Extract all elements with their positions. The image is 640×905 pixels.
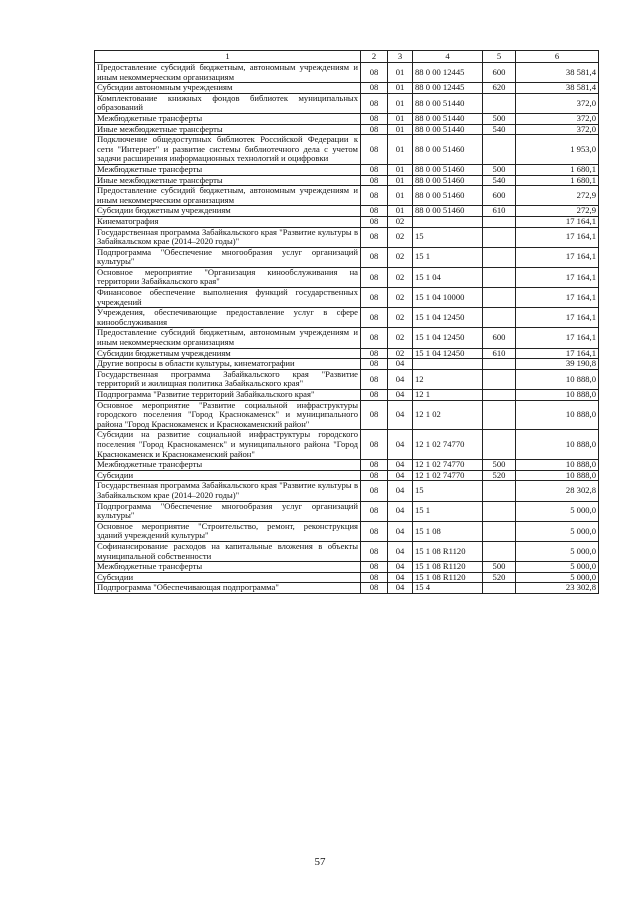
table-row [95,521,599,541]
row-expense-type: 520 [483,572,516,583]
row-amount: 272,9 [516,186,599,206]
table-row [95,501,599,521]
row-subsection: 01 [388,164,413,175]
row-target-article: 12 1 02 74770 [413,460,483,471]
row-name: Учреждения, обеспечивающие предоставление услуг в сфере кинообслуживания [95,308,361,328]
row-name: Подпрограмма "Обеспечивающая подпрограмма" [95,583,361,594]
row-amount: 1 680,1 [516,164,599,175]
table-row [95,216,599,227]
row-subsection: 02 [388,247,413,267]
row-section: 08 [361,583,388,594]
row-section: 08 [361,521,388,541]
row-expense-type [483,247,516,267]
row-expense-type: 600 [483,186,516,206]
row-target-article: 88 0 00 51460 [413,175,483,186]
table-row [95,63,599,83]
row-target-article: 15 [413,227,483,247]
col-header-expense-type: 5 [483,51,516,63]
row-subsection: 01 [388,186,413,206]
row-section: 08 [361,470,388,481]
row-name: Межбюджетные трансферты [95,562,361,573]
col-header-subsection: 3 [388,51,413,63]
row-target-article: 15 1 08 [413,521,483,541]
row-amount: 372,0 [516,124,599,135]
row-subsection: 02 [388,267,413,287]
row-subsection: 04 [388,470,413,481]
row-target-article: 88 0 00 12445 [413,83,483,94]
row-section: 08 [361,400,388,430]
row-subsection: 02 [388,216,413,227]
row-name: Подпрограмма "Обеспечение многообразия услуг организаций культуры" [95,247,361,267]
row-name: Иные межбюджетные трансферты [95,124,361,135]
row-target-article: 15 1 08 R1120 [413,572,483,583]
row-target-article: 15 1 [413,247,483,267]
row-amount: 17 164,1 [516,216,599,227]
table-row [95,583,599,594]
row-amount: 17 164,1 [516,308,599,328]
row-section: 08 [361,501,388,521]
row-target-article: 88 0 00 51460 [413,206,483,217]
row-amount: 38 581,4 [516,83,599,94]
row-target-article [413,216,483,227]
row-target-article: 12 1 [413,390,483,401]
row-section: 08 [361,93,388,113]
row-expense-type: 500 [483,562,516,573]
row-subsection: 04 [388,481,413,501]
row-target-article: 15 1 08 R1120 [413,562,483,573]
row-expense-type [483,583,516,594]
row-section: 08 [361,186,388,206]
row-section: 08 [361,227,388,247]
row-name: Межбюджетные трансферты [95,460,361,471]
row-expense-type: 500 [483,113,516,124]
col-header-amount: 6 [516,51,599,63]
row-name: Межбюджетные трансферты [95,113,361,124]
row-subsection: 02 [388,288,413,308]
row-expense-type [483,216,516,227]
row-amount: 5 000,0 [516,541,599,561]
row-section: 08 [361,460,388,471]
row-subsection: 04 [388,359,413,370]
row-expense-type: 600 [483,63,516,83]
row-amount: 17 164,1 [516,267,599,287]
row-subsection: 02 [388,348,413,359]
table-row [95,175,599,186]
row-name: Субсидии бюджетным учреждениям [95,206,361,217]
row-section: 08 [361,308,388,328]
row-section: 08 [361,113,388,124]
row-section: 08 [361,481,388,501]
row-subsection: 04 [388,583,413,594]
row-amount: 10 888,0 [516,470,599,481]
row-target-article: 15 1 08 R1120 [413,541,483,561]
row-section: 08 [361,164,388,175]
row-target-article: 15 1 04 12450 [413,328,483,348]
row-subsection: 02 [388,308,413,328]
row-subsection: 01 [388,135,413,165]
row-expense-type [483,227,516,247]
row-subsection: 01 [388,113,413,124]
row-subsection: 02 [388,227,413,247]
table-row [95,206,599,217]
table-row [95,390,599,401]
row-expense-type [483,501,516,521]
row-target-article: 15 1 04 12450 [413,348,483,359]
row-expense-type [483,521,516,541]
row-name: Государственная программа Забайкальского края "Развитие территорий и жилищная политика Забайкальского края" [95,369,361,389]
row-expense-type: 520 [483,470,516,481]
row-section: 08 [361,541,388,561]
row-name: Субсидии на развитие социальной инфраструктуры городского поселения "Город Краснокаменск" и муниципального района "Город Краснокаменск и Краснокаменский район" [95,430,361,460]
row-amount: 5 000,0 [516,572,599,583]
row-expense-type: 610 [483,206,516,217]
row-amount: 5 000,0 [516,521,599,541]
row-name: Основное мероприятие "Развитие социальной инфраструктуры городского поселения "Город Краснокаменск" и муниципального района "Город Краснокаменск и Краснокаменский район" [95,400,361,430]
row-subsection: 04 [388,460,413,471]
row-subsection: 01 [388,124,413,135]
row-name: Кинематография [95,216,361,227]
row-expense-type [483,430,516,460]
row-amount: 1 953,0 [516,135,599,165]
page-number: 57 [314,856,326,868]
row-expense-type [483,359,516,370]
row-target-article: 15 [413,481,483,501]
row-target-article: 15 1 [413,501,483,521]
row-section: 08 [361,430,388,460]
row-subsection: 01 [388,175,413,186]
table-row [95,267,599,287]
row-target-article: 88 0 00 12445 [413,63,483,83]
row-name: Субсидии автономным учреждениям [95,83,361,94]
row-subsection: 01 [388,93,413,113]
row-target-article: 15 4 [413,583,483,594]
row-target-article: 12 1 02 74770 [413,430,483,460]
table-row [95,288,599,308]
col-header-section: 2 [361,51,388,63]
row-expense-type [483,400,516,430]
row-name: Государственная программа Забайкальского края "Развитие культуры в Забайкальском крае (2014–2020 годы)" [95,481,361,501]
col-header-name: 1 [95,51,361,63]
row-subsection: 04 [388,572,413,583]
row-amount: 23 302,8 [516,583,599,594]
col-header-target-article: 4 [413,51,483,63]
row-name: Межбюджетные трансферты [95,164,361,175]
row-amount: 10 888,0 [516,400,599,430]
row-amount: 10 888,0 [516,430,599,460]
row-section: 08 [361,135,388,165]
row-subsection: 04 [388,562,413,573]
row-subsection: 04 [388,390,413,401]
row-expense-type [483,288,516,308]
row-subsection: 04 [388,501,413,521]
table-row [95,541,599,561]
row-target-article [413,359,483,370]
row-name: Иные межбюджетные трансферты [95,175,361,186]
table-row [95,93,599,113]
table-row [95,348,599,359]
table-row [95,430,599,460]
row-section: 08 [361,216,388,227]
row-name: Субсидии [95,470,361,481]
row-expense-type: 620 [483,83,516,94]
table-row [95,572,599,583]
row-name: Финансовое обеспечение выполнения функций государственных учреждений [95,288,361,308]
row-target-article: 15 1 04 10000 [413,288,483,308]
row-expense-type [483,308,516,328]
row-subsection: 01 [388,63,413,83]
row-name: Государственная программа Забайкальского края "Развитие культуры в Забайкальском крае (2014–2020 годы)" [95,227,361,247]
table-row [95,227,599,247]
row-target-article: 12 1 02 74770 [413,470,483,481]
row-section: 08 [361,288,388,308]
table-row [95,124,599,135]
row-subsection: 04 [388,369,413,389]
row-target-article: 88 0 00 51440 [413,93,483,113]
row-name: Подключение общедоступных библиотек Российской Федерации к сети "Интернет" и развитие системы библиотечного дела с учетом задачи расширения информационных технологий и оцифровки [95,135,361,165]
table-row [95,460,599,471]
row-target-article: 12 1 02 [413,400,483,430]
row-target-article: 88 0 00 51460 [413,135,483,165]
table-row [95,83,599,94]
row-expense-type [483,267,516,287]
row-section: 08 [361,562,388,573]
row-amount: 1 680,1 [516,175,599,186]
row-expense-type: 540 [483,124,516,135]
row-target-article: 12 [413,369,483,389]
row-section: 08 [361,359,388,370]
row-name: Предоставление субсидий бюджетным, автономным учреждениям и иным некоммерческим организациям [95,328,361,348]
table-row [95,247,599,267]
row-name: Субсидии бюджетным учреждениям [95,348,361,359]
row-section: 08 [361,206,388,217]
row-name: Подпрограмма "Развитие территорий Забайкальского края" [95,390,361,401]
row-expense-type: 540 [483,175,516,186]
table-row [95,359,599,370]
row-expense-type [483,390,516,401]
row-target-article: 88 0 00 51460 [413,164,483,175]
row-section: 08 [361,390,388,401]
row-expense-type [483,541,516,561]
row-section: 08 [361,247,388,267]
row-amount: 10 888,0 [516,390,599,401]
row-amount: 372,0 [516,93,599,113]
row-amount: 372,0 [516,113,599,124]
row-name: Предоставление субсидий бюджетным, автономным учреждениям и иным некоммерческим организациям [95,63,361,83]
row-target-article: 88 0 00 51460 [413,186,483,206]
row-amount: 5 000,0 [516,562,599,573]
row-section: 08 [361,63,388,83]
row-target-article: 88 0 00 51440 [413,113,483,124]
row-name: Другие вопросы в области культуры, кинематографии [95,359,361,370]
table-row [95,135,599,165]
row-amount: 38 581,4 [516,63,599,83]
row-name: Комплектование книжных фондов библиотек муниципальных образований [95,93,361,113]
row-name: Субсидии [95,572,361,583]
row-section: 08 [361,175,388,186]
row-section: 08 [361,83,388,94]
row-amount: 272,9 [516,206,599,217]
table-row [95,470,599,481]
row-subsection: 04 [388,521,413,541]
row-expense-type [483,135,516,165]
row-section: 08 [361,328,388,348]
row-amount: 17 164,1 [516,247,599,267]
budget-table [94,50,599,594]
row-target-article: 88 0 00 51440 [413,124,483,135]
row-section: 08 [361,572,388,583]
table-body [95,63,599,594]
row-amount: 17 164,1 [516,328,599,348]
row-expense-type: 500 [483,460,516,471]
row-amount: 17 164,1 [516,288,599,308]
row-subsection: 04 [388,541,413,561]
row-name: Предоставление субсидий бюджетным, автономным учреждениям и иным некоммерческим организациям [95,186,361,206]
table-row [95,328,599,348]
row-name: Основное мероприятие "Организация кинообслуживания на территории Забайкальского края" [95,267,361,287]
table-row [95,481,599,501]
table-row [95,186,599,206]
row-subsection: 01 [388,83,413,94]
row-expense-type [483,93,516,113]
row-amount: 17 164,1 [516,348,599,359]
row-expense-type [483,369,516,389]
row-section: 08 [361,124,388,135]
table-row [95,369,599,389]
row-subsection: 04 [388,430,413,460]
row-amount: 39 190,8 [516,359,599,370]
row-name: Подпрограмма "Обеспечение многообразия услуг организаций культуры" [95,501,361,521]
row-expense-type [483,481,516,501]
table-row [95,562,599,573]
table-row [95,113,599,124]
row-amount: 10 888,0 [516,460,599,471]
row-expense-type: 610 [483,348,516,359]
row-section: 08 [361,369,388,389]
table-row [95,308,599,328]
row-target-article: 15 1 04 12450 [413,308,483,328]
row-subsection: 01 [388,206,413,217]
row-section: 08 [361,348,388,359]
table-header-row [95,51,599,63]
row-subsection: 02 [388,328,413,348]
row-name: Софинансирование расходов на капитальные вложения в объекты муниципальной собственности [95,541,361,561]
row-amount: 5 000,0 [516,501,599,521]
row-amount: 17 164,1 [516,227,599,247]
row-expense-type: 600 [483,328,516,348]
row-expense-type: 500 [483,164,516,175]
row-subsection: 04 [388,400,413,430]
row-target-article: 15 1 04 [413,267,483,287]
row-amount: 10 888,0 [516,369,599,389]
row-amount: 28 302,8 [516,481,599,501]
table-row [95,400,599,430]
table-row [95,164,599,175]
row-name: Основное мероприятие "Строительство, ремонт, реконструкция зданий учреждений культуры" [95,521,361,541]
row-section: 08 [361,267,388,287]
